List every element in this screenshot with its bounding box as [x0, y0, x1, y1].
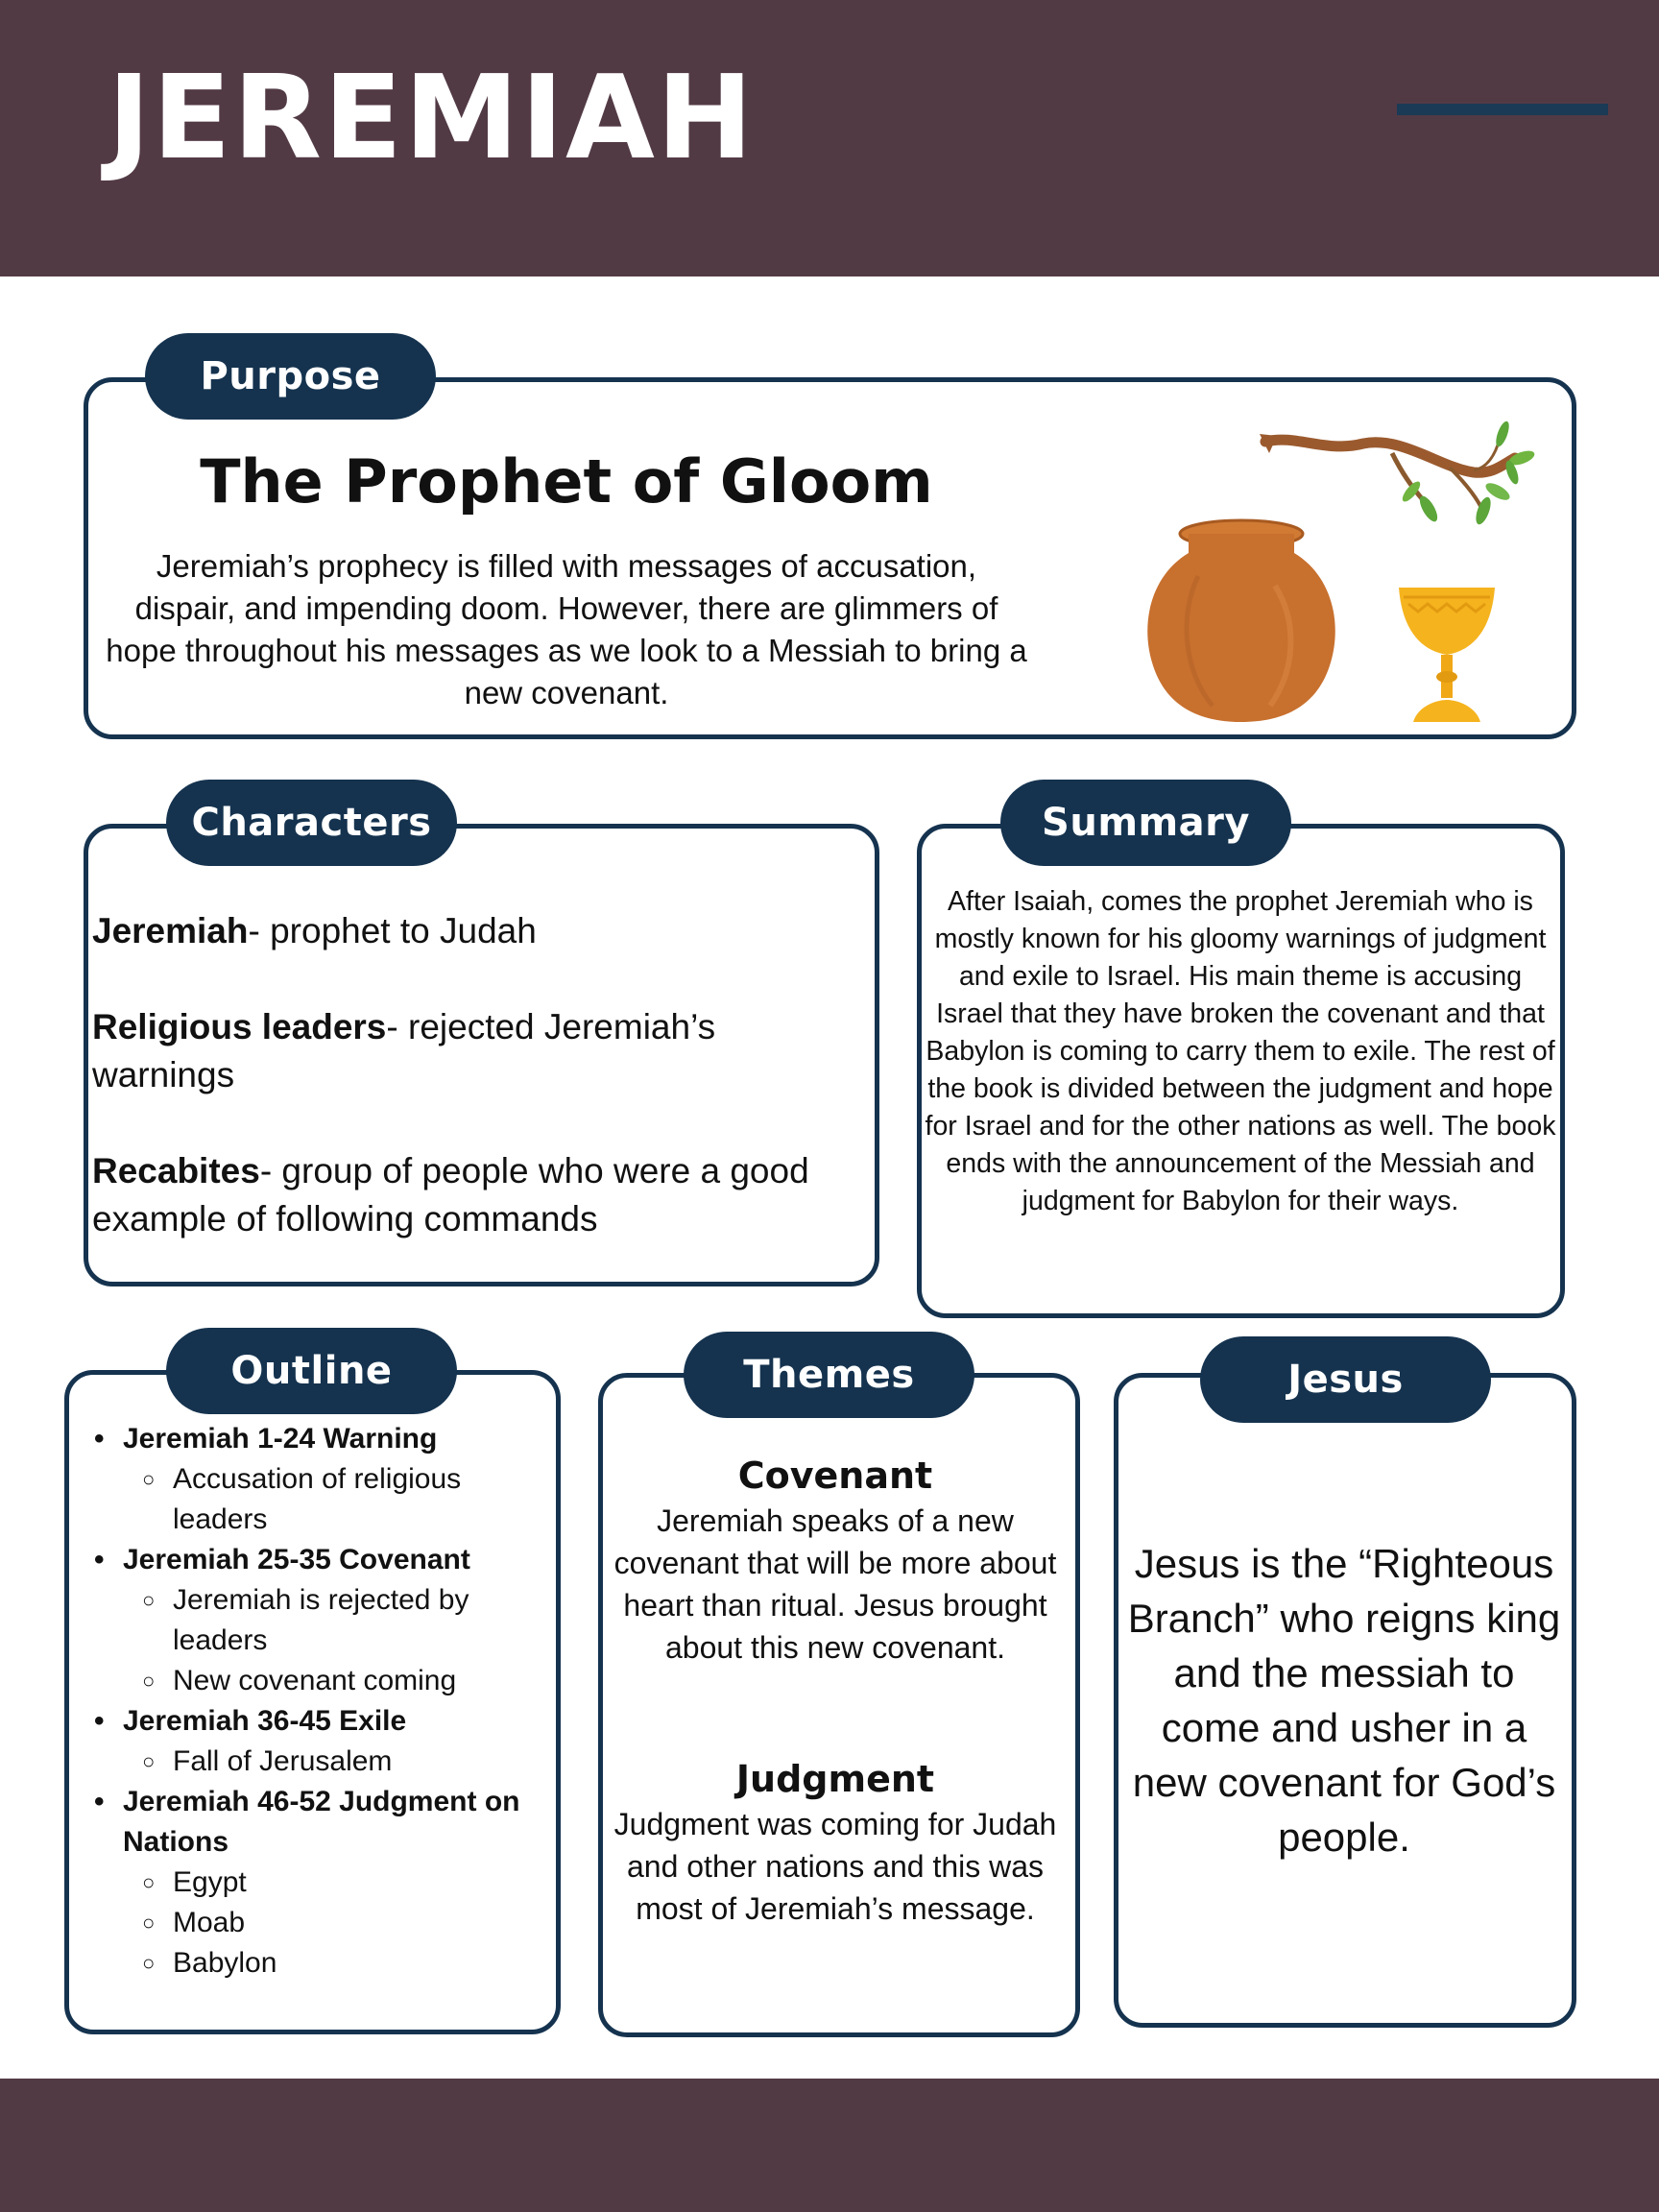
outline-label: Outline — [166, 1328, 457, 1414]
character-desc: - rejected Jeremiah’s warnings — [92, 1007, 716, 1094]
outline-sub-item: ○ New covenant coming — [92, 1661, 563, 1701]
character-desc: - group of people who were a good example of following commands — [92, 1151, 809, 1238]
header-accent-bar — [1397, 104, 1608, 115]
footer-banner — [0, 2079, 1659, 2212]
summary-label: Summary — [1000, 780, 1291, 866]
character-name: Recabites — [92, 1151, 260, 1190]
outline-section-title: • Jeremiah 36-45 Exile — [92, 1701, 563, 1742]
outline-sub-item: ○ Jeremiah is rejected by leaders — [92, 1580, 563, 1661]
outline-section-title: • Jeremiah 1-24 Warning — [92, 1419, 563, 1459]
outline-sub-item: ○ Egypt — [92, 1863, 563, 1903]
outline-sub-item: ○ Moab — [92, 1903, 563, 1943]
theme-covenant — [610, 1452, 1061, 1669]
purpose-text: Jeremiah’s prophecy is filled with messages of accusation, dispair, and impending doom. However, there are glimmers of hope throughout his messages as we look to a Messiah to bring a new covenant. — [106, 548, 1027, 710]
theme-text: Judgment was coming for Judah and other nations and this was most of Jeremiah’s message. — [613, 1807, 1057, 1926]
clay-pot-illustration — [1141, 518, 1342, 725]
jesus-text: Jesus is the “Righteous Branch” who reigns king and the messiah to come and usher in a new covenant for God’s people. — [1127, 1541, 1561, 1860]
theme-judgment — [610, 1755, 1061, 1930]
characters-list — [92, 907, 860, 1291]
header-banner — [0, 0, 1659, 276]
jesus-label: Jesus — [1200, 1336, 1491, 1423]
characters-label: Characters — [166, 780, 457, 866]
theme-title: Judgment — [735, 1758, 935, 1800]
character-item — [92, 1147, 860, 1243]
purpose-heading: The Prophet of Gloom — [200, 446, 933, 517]
summary-text: After Isaiah, comes the prophet Jeremiah who is mostly known for his gloomy warnings of judgment and exile to Israel. His main theme is accusing Israel that they have broken the covenant and that Babylon is coming to carry them to exile. The rest of the book is divided between the judgment and hope for Israel and for the other nations as well. The book ends with the announcement of the Messiah and judgment for Babylon for their ways. — [925, 886, 1556, 1216]
character-item — [92, 907, 860, 955]
theme-text: Jeremiah speaks of a new covenant that will be more about heart than ritual. Jesus brought about this new covenant. — [613, 1503, 1057, 1665]
outline-sub-item: ○ Accusation of religious leaders — [92, 1459, 563, 1540]
character-item — [92, 1003, 860, 1099]
branch-illustration — [1258, 415, 1536, 530]
outline-section-title: • Jeremiah 46-52 Judgment on Nations — [92, 1782, 563, 1863]
outline-sub-item: ○ Fall of Jerusalem — [92, 1742, 563, 1782]
character-desc: - prophet to Judah — [248, 911, 537, 950]
character-name: Religious leaders — [92, 1007, 387, 1046]
theme-title: Covenant — [737, 1455, 933, 1497]
outline-sub-item: ○ Babylon — [92, 1943, 563, 1984]
themes-label: Themes — [684, 1332, 974, 1418]
outline-list — [92, 1419, 563, 1984]
outline-section-title: • Jeremiah 25-35 Covenant — [92, 1540, 563, 1580]
character-name: Jeremiah — [92, 911, 249, 950]
page-title: JEREMIAH — [108, 52, 756, 185]
golden-cup-illustration — [1394, 583, 1500, 727]
purpose-label: Purpose — [145, 333, 436, 420]
